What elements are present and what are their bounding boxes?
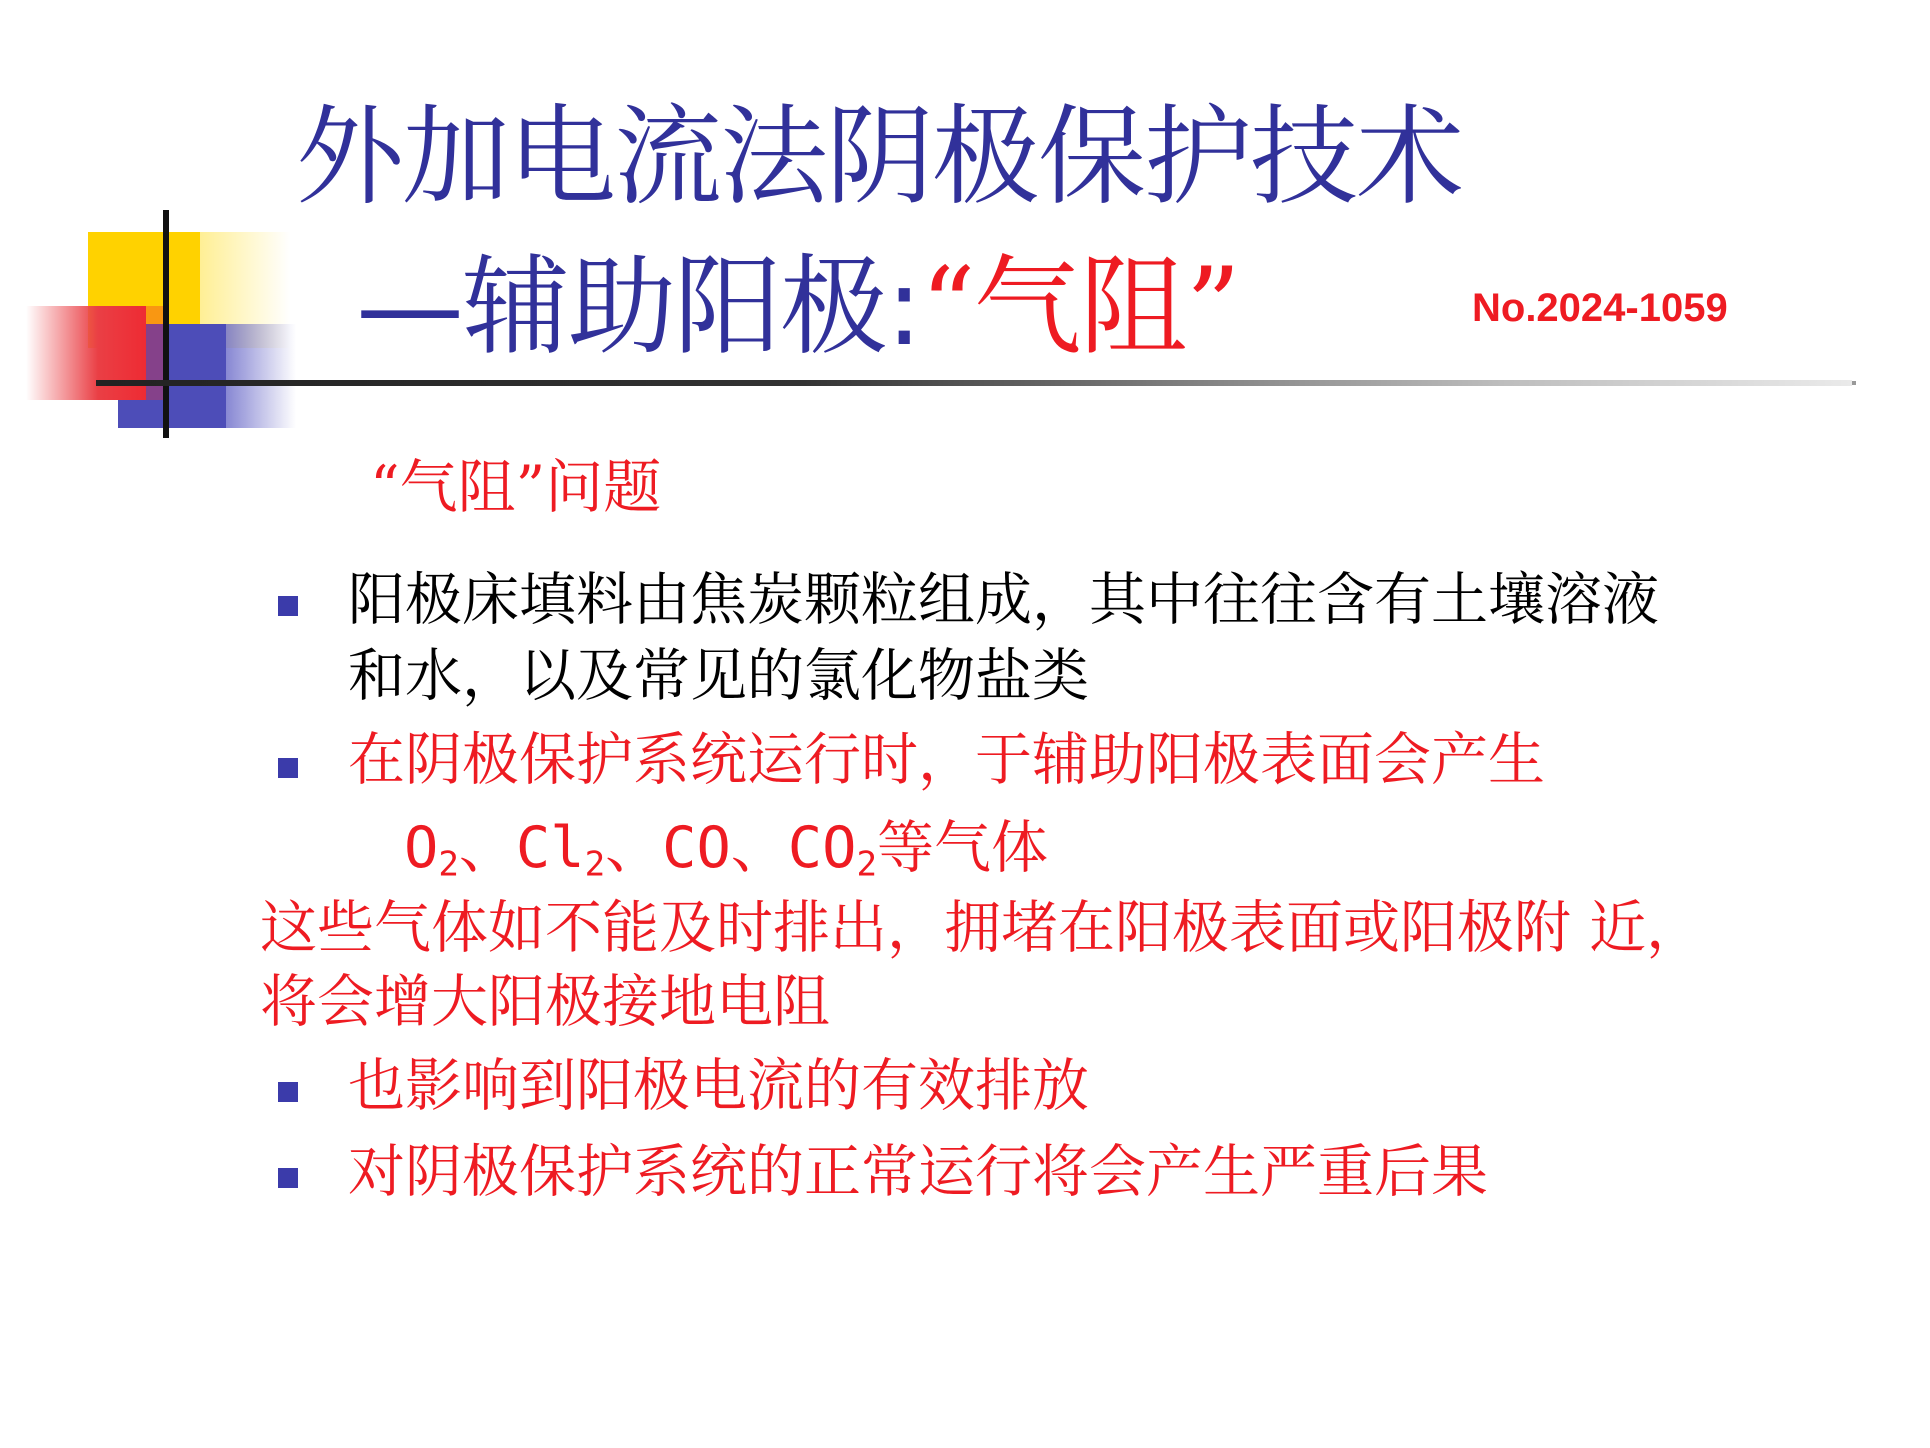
decor-vertical-line — [163, 210, 169, 438]
gas-co2: $CO_2$ — [787, 815, 878, 885]
title-divider-line — [96, 380, 1852, 386]
title-quoted-term: “气阻” — [920, 245, 1239, 370]
bullet-marker — [278, 1168, 298, 1188]
bullet-1-line1: 阳极床填料由焦炭颗粒组成，其中往往含有土壤溶液 — [348, 567, 1659, 633]
decor-blue-fade — [226, 324, 296, 428]
bullet-4-line1: 对阴极保护系统的正常运行将会产生严重后果 — [348, 1139, 1488, 1205]
document-number: No.2024-1059 — [1472, 286, 1728, 330]
bullet-3-line1: 也影响到阳极电流的有效排放 — [348, 1053, 1089, 1119]
gases-suffix: 等气体 — [877, 815, 1049, 881]
title-prefix: —辅助阳极: — [356, 245, 921, 370]
bullet-marker — [278, 596, 298, 616]
bullet-marker — [278, 758, 298, 778]
paragraph-line1: 这些气体如不能及时排出，拥堵在阳极表面或阳极附 近， — [260, 895, 1704, 961]
bullet-1-line2: 和水，以及常见的氯化物盐类 — [348, 643, 1089, 709]
divider-end-mark — [1852, 381, 1856, 385]
slide-title-line1: 外加电流法阴极保护技术 — [296, 95, 1463, 220]
gas-co: CO — [662, 815, 731, 881]
gas-cl2: $Cl_2$ — [515, 815, 606, 885]
bullet-marker — [278, 1082, 298, 1102]
slide-title-line2 — [356, 220, 1239, 375]
section-subheading: “气阻”问题 — [370, 453, 662, 521]
gas-o2: $O_2$ — [404, 815, 459, 885]
paragraph-line2: 将会增大阳极接地电阻 — [260, 969, 830, 1035]
gases-line: $O_2$、$Cl_2$、CO、$CO_2$等气体 — [404, 815, 1049, 885]
bullet-2-line1: 在阴极保护系统运行时，于辅助阳极表面会产生 — [348, 727, 1545, 793]
